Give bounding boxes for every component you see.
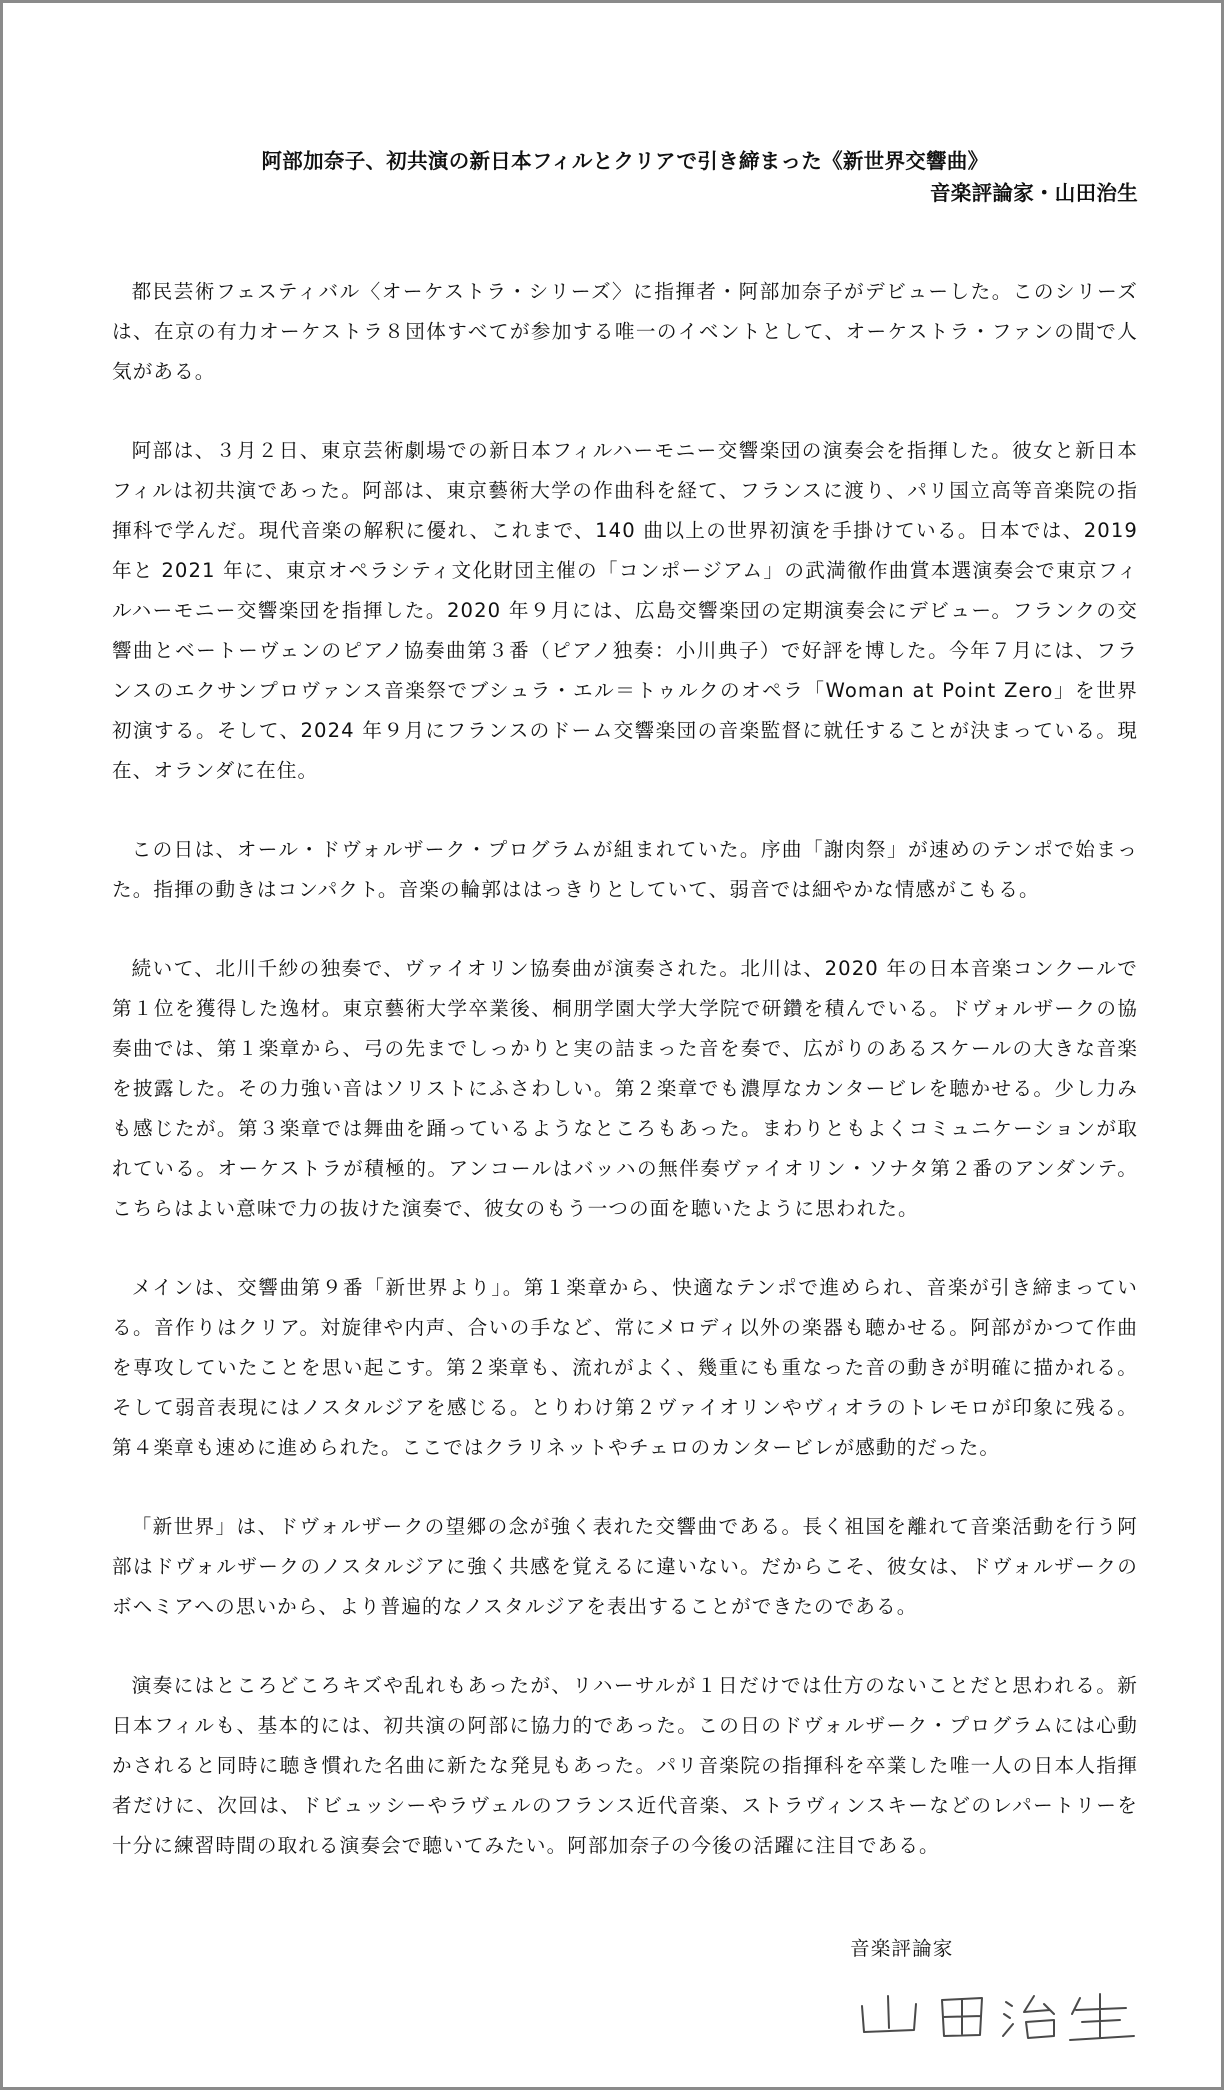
paragraph-conductor-profile: 阿部は、３月２日、東京芸術劇場での新日本フィルハーモニー交響楽団の演奏会を指揮した。彼女と新日本フィルは初共演であった。阿部は、東京藝術大学の作曲科を経て、フランスに渡り、パリ国立高等音楽院の指揮科で学んだ。現代音楽の解釈に優れ、これまで、140 曲以上の世界初演を手掛けている。日本では、2019 年と 2021 年に、東京オペラシティ文化財団主催の「コンポージアム」の武満徹作曲賞本選演奏会で東京フィルハーモニー交響楽団を指揮した。2020 年９月には、広島交響楽団の定期演奏会にデビュー。フランクの交響曲とベートーヴェンのピアノ協奏曲第３番（ピアノ独奏：小川典子）で好評を博した。今年７月には、フランスのエクサンプロヴァンス音楽祭でブシュラ・エル＝トゥルクのオペラ「Woman at Point Zero」を世界初演する。そして、2024 年９月にフランスのドーム交響楽団の音楽監督に就任することが決まっている。現在、オランダに在住。 bbox=[112, 439, 1138, 782]
paragraph-conclusion: 演奏にはところどころキズや乱れもあったが、リハーサルが１日だけでは仕方のないことだと思われる。新日本フィルも、基本的には、初共演の阿部に協力的であった。この日のドヴォルザーク・プログラムには心動かされると同時に聴き慣れた名曲に新たな発見もあった。パリ音楽院の指揮科を卒業した唯一人の日本人指揮者だけに、次回は、ドビュッシーやラヴェルのフランス近代音楽、ストラヴィンスキーなどのレパートリーを十分に練習時間の取れる演奏会で聴いてみたい。阿部加奈子の今後の活躍に注目である。 bbox=[112, 1674, 1138, 1857]
article-title: 阿部加奈子、初共演の新日本フィルとクリアで引き締まった《新世界交響曲》 bbox=[261, 149, 989, 173]
paragraph-new-world-symphony: メインは、交響曲第９番「新世界より」。第１楽章から、快適なテンポで進められ、音楽が引き締まっている。音作りはクリア。対旋律や内声、合いの手など、常にメロディ以外の楽器も聴かせる。阿部がかつて作曲を専攻していたことを思い起こす。第２楽章も、流れがよく、幾重にも重なった音の動きが明確に描かれる。そして弱音表現にはノスタルジアを感じる。とりわけ第２ヴァイオリンやヴィオラのトレモロが印象に残る。第４楽章も速めに進められた。ここではクラリネットやチェロのカンタービレが感動的だった。 bbox=[112, 1276, 1138, 1459]
article bbox=[112, 145, 1138, 1905]
closing-title: 音楽評論家 bbox=[850, 1937, 954, 1960]
byline: 音楽評論家・山田治生 bbox=[930, 181, 1138, 205]
paragraph-violin-concerto: 続いて、北川千紗の独奏で、ヴァイオリン協奏曲が演奏された。北川は、2020 年の日本音楽コンクールで第１位を獲得した逸材。東京藝術大学卒業後、桐朋学園大学大学院で研鑽を積んでいる。ドヴォルザークの協奏曲では、第１楽章から、弓の先までしっかりと実の詰まった音を奏で、広がりのあるスケールの大きな音楽を披露した。その力強い音はソリストにふさわしい。第２楽章でも濃厚なカンタービレを聴かせる。少し力みも感じたが。第３楽章では舞曲を踊っているようなところもあった。まわりともよくコミュニケーションが取れている。オーケストラが積極的。アンコールはバッハの無伴奏ヴァイオリン・ソナタ第２番のアンダンテ。こちらはよい意味で力の抜けた演奏で、彼女のもう一つの面を聴いたように思われた。 bbox=[112, 957, 1138, 1220]
article-body bbox=[112, 272, 1138, 1866]
handwritten-signature bbox=[858, 1988, 1138, 2048]
paragraph-intro: 都民芸術フェスティバル〈オーケストラ・シリーズ〉に指揮者・阿部加奈子がデビューした。このシリーズは、在京の有力オーケストラ８団体すべてが参加する唯一のイベントとして、オーケストラ・ファンの間で人気がある。 bbox=[112, 280, 1138, 383]
paragraph-nostalgia: 「新世界」は、ドヴォルザークの望郷の念が強く表れた交響曲である。長く祖国を離れて音楽活動を行う阿部はドヴォルザークのノスタルジアに強く共感を覚えるに違いない。だからこそ、彼女は、ドヴォルザークのボヘミアへの思いから、より普遍的なノスタルジアを表出することができたのである。 bbox=[112, 1515, 1138, 1618]
paragraph-overture: この日は、オール・ドヴォルザーク・プログラムが組まれていた。序曲「謝肉祭」が速めのテンポで始まった。指揮の動きはコンパクト。音楽の輪郭ははっきりとしていて、弱音では細やかな情感がこもる。 bbox=[112, 838, 1138, 901]
